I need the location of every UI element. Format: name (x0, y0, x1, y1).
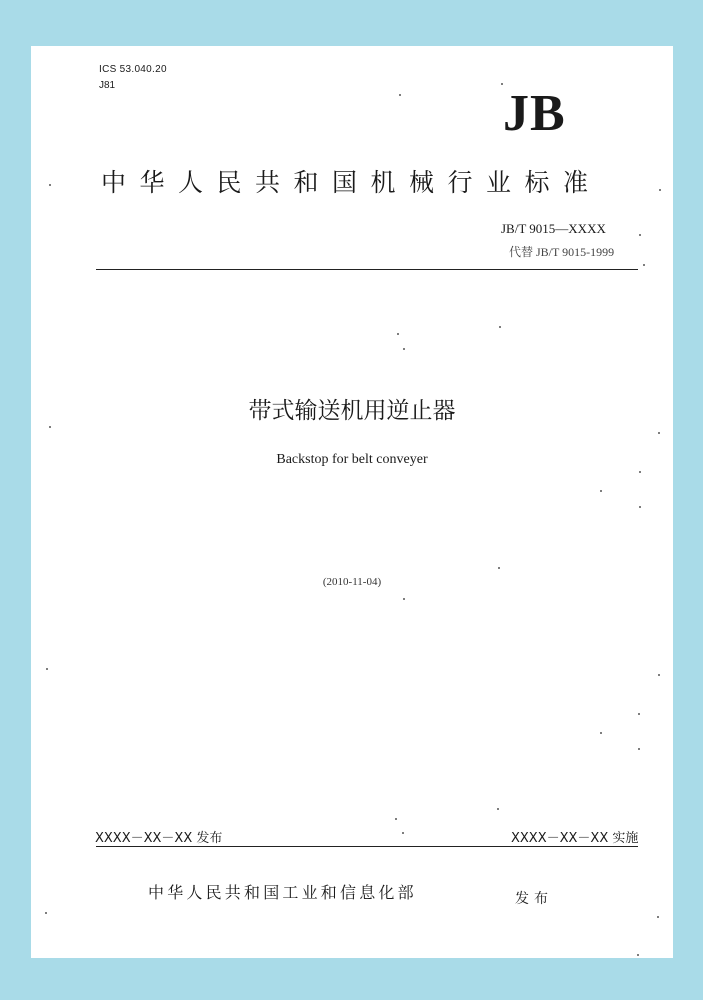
document-title-chinese: 带式输送机用逆止器 (248, 398, 456, 424)
scan-speck (639, 234, 641, 236)
standard-category-title: 中华人民共和国机械行业标准 (101, 168, 602, 197)
scan-speck (45, 912, 47, 914)
scan-speck (403, 348, 405, 350)
bottom-divider (96, 846, 638, 847)
scan-speck (498, 567, 500, 569)
classification-code: J81 (99, 80, 116, 91)
scan-speck (397, 333, 399, 335)
issuing-authority: 中华人民共和国工业和信息化部 (148, 883, 417, 902)
scan-speck (637, 954, 639, 956)
scan-speck (501, 83, 503, 85)
scan-speck (399, 94, 401, 96)
scan-speck (600, 732, 602, 734)
ics-code: ICS 53.040.20 (99, 64, 167, 75)
jb-logo: JB (503, 85, 566, 142)
issue-date: XXXX－XX－XX 发布 (95, 831, 223, 846)
standard-cover-page (31, 46, 673, 958)
scan-speck (49, 184, 51, 186)
scan-speck (46, 668, 48, 670)
standard-number: JB/T 9015—XXXX (501, 221, 606, 236)
scan-speck (600, 490, 602, 492)
scan-speck (497, 808, 499, 810)
document-title-english: Backstop for belt conveyer (276, 452, 428, 467)
scan-speck (658, 674, 660, 676)
scan-speck (395, 818, 397, 820)
scan-speck (402, 832, 404, 834)
scan-speck (499, 326, 501, 328)
scan-speck (49, 426, 51, 428)
scan-speck (658, 432, 660, 434)
implementation-date: XXXX－XX－XX 实施 (511, 831, 639, 846)
scan-speck (639, 506, 641, 508)
scan-speck (638, 748, 640, 750)
publish-label: 发布 (515, 891, 553, 907)
scan-speck (638, 713, 640, 715)
scan-speck (657, 916, 659, 918)
scan-speck (403, 598, 405, 600)
replaces-standard: 代替 JB/T 9015-1999 (509, 245, 615, 259)
scan-speck (659, 189, 661, 191)
scan-speck (643, 264, 645, 266)
top-divider (96, 269, 638, 270)
draft-date: (2010-11-04) (322, 576, 382, 588)
scan-speck (639, 471, 641, 473)
